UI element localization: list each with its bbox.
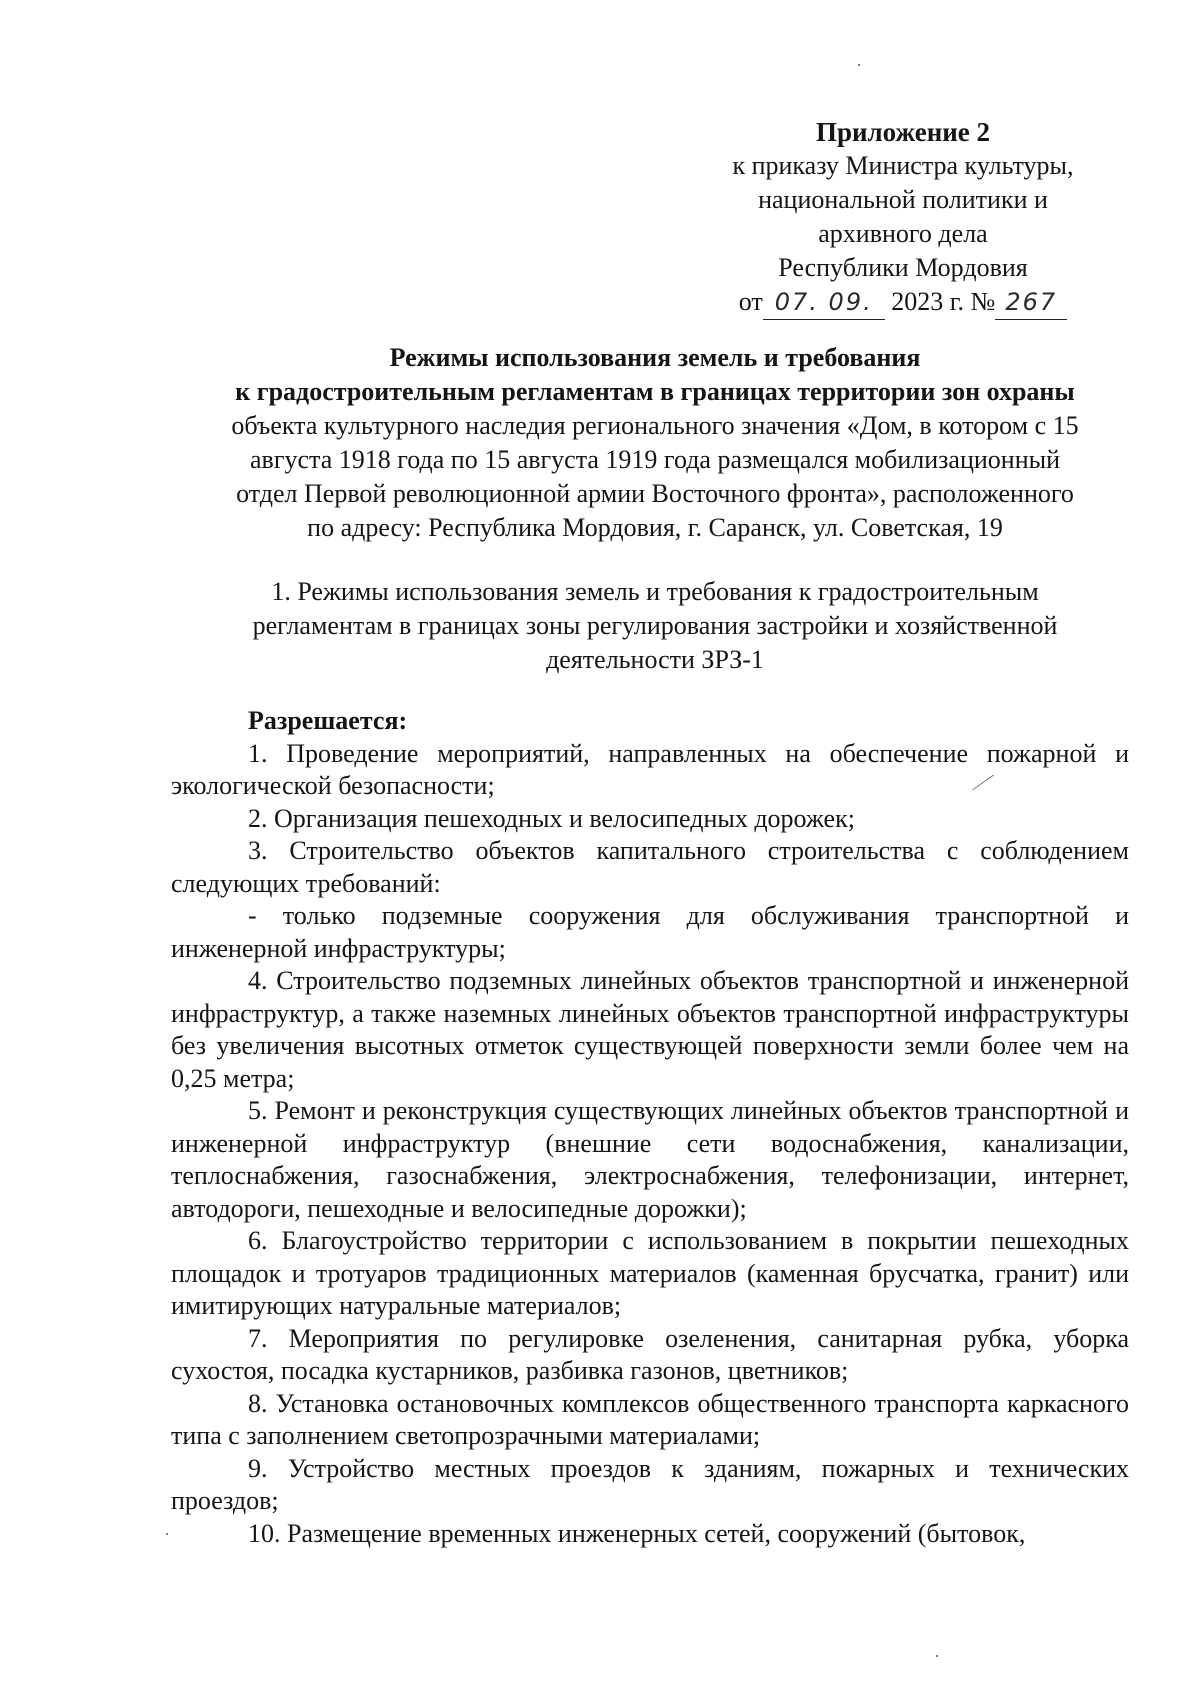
heading-bold-line: Режимы использования земель и требования xyxy=(389,343,921,372)
appendix-line: архивного дела xyxy=(818,219,988,248)
scan-speck xyxy=(936,1655,938,1657)
list-item: 5. Ремонт и реконструкция существующих линейных объектов транспортной и инженерной инфраструктур (внешние сети водоснабжения, канализации, теплоснабжения, газоснабжения, электроснабжения, телефонизации, интернет, автодороги, пешеходные и велосипедные дорожки); xyxy=(171,1096,1129,1223)
list-item: - только подземные сооружения для обслуживания транспортной и инженерной инфраструктуры; xyxy=(171,901,1129,963)
appendix-line: национальной политики и xyxy=(758,185,1048,214)
section-title xyxy=(170,575,1140,677)
list-item: 7. Мероприятия по регулировке озеленения, санитарная рубка, уборка сухостоя, посадка кустарников, разбивка газонов, цветников; xyxy=(171,1323,1129,1385)
heading-line: августа 1918 года по 15 августа 1919 года размещался мобилизационный xyxy=(250,445,1060,474)
heading-bold-line: к градостроительным регламентам в границах территории зон охраны xyxy=(235,377,1075,406)
allowed-label: Разрешается: xyxy=(248,706,408,735)
heading-line: по адресу: Республика Мордовия, г. Саранск, ул. Советская, 19 xyxy=(307,513,1003,542)
scan-speck xyxy=(166,1533,168,1535)
section-title-line: регламентам в границах зоны регулирования застройки и хозяйственной xyxy=(252,611,1058,640)
list-item: 10. Размещение временных инженерных сетей, сооружений (бытовок, xyxy=(248,1518,1026,1548)
heading-line: объекта культурного наследия регионального значения «Дом, в котором с 15 xyxy=(231,411,1079,440)
section-title-line: деятельности ЗРЗ-1 xyxy=(546,645,764,674)
list-item: 1. Проведение мероприятий, направленных на обеспечение пожарной и экологической безопасности; xyxy=(171,738,1129,800)
date-blank xyxy=(763,285,885,320)
list-item: 2. Организация пешеходных и велосипедных дорожек; xyxy=(248,803,855,833)
number-blank xyxy=(995,285,1067,320)
appendix-line: Республики Мордовия xyxy=(778,253,1028,282)
list-item: 4. Строительство подземных линейных объектов транспортной и инженерной инфраструктур, а также наземных линейных объектов транспортной инфраструктуры без увеличения высотных отметок существующей поверхности земли более чем на 0,25 метра; xyxy=(171,966,1129,1093)
date-prefix: от xyxy=(738,287,763,316)
list-item: 3. Строительство объектов капитального строительства с соблюдением следующих требований: xyxy=(171,836,1129,898)
scan-speck xyxy=(858,64,860,66)
list-item: 6. Благоустройство территории с использованием в покрытии пешеходных площадок и тротуаров традиционных материалов (каменная брусчатка, гранит) или имитирующих натуральные материалов; xyxy=(171,1226,1129,1320)
document-heading xyxy=(170,341,1140,545)
handwritten-date: 07. 09. xyxy=(774,288,873,316)
section-title-line: 1. Режимы использования земель и требования к градостроительным xyxy=(271,577,1039,606)
appendix-title: Приложение 2 xyxy=(815,117,991,147)
list-item: 9. Устройство местных проездов к зданиям, пожарных и технических проездов; xyxy=(171,1453,1129,1515)
allowed-list xyxy=(171,705,1129,1550)
appendix-line: к приказу Министра культуры, xyxy=(732,151,1074,180)
list-item: 8. Установка остановочных комплексов общественного транспорта каркасного типа с заполнением светопрозрачными материалами; xyxy=(171,1388,1129,1450)
order-date-number-line xyxy=(700,285,1106,320)
year-number-label: 2023 г. № xyxy=(891,287,996,316)
heading-line: отдел Первой революционной армии Восточного фронта», расположенного xyxy=(236,479,1074,508)
appendix-header xyxy=(700,115,1106,320)
handwritten-number: 267 xyxy=(1005,288,1058,316)
